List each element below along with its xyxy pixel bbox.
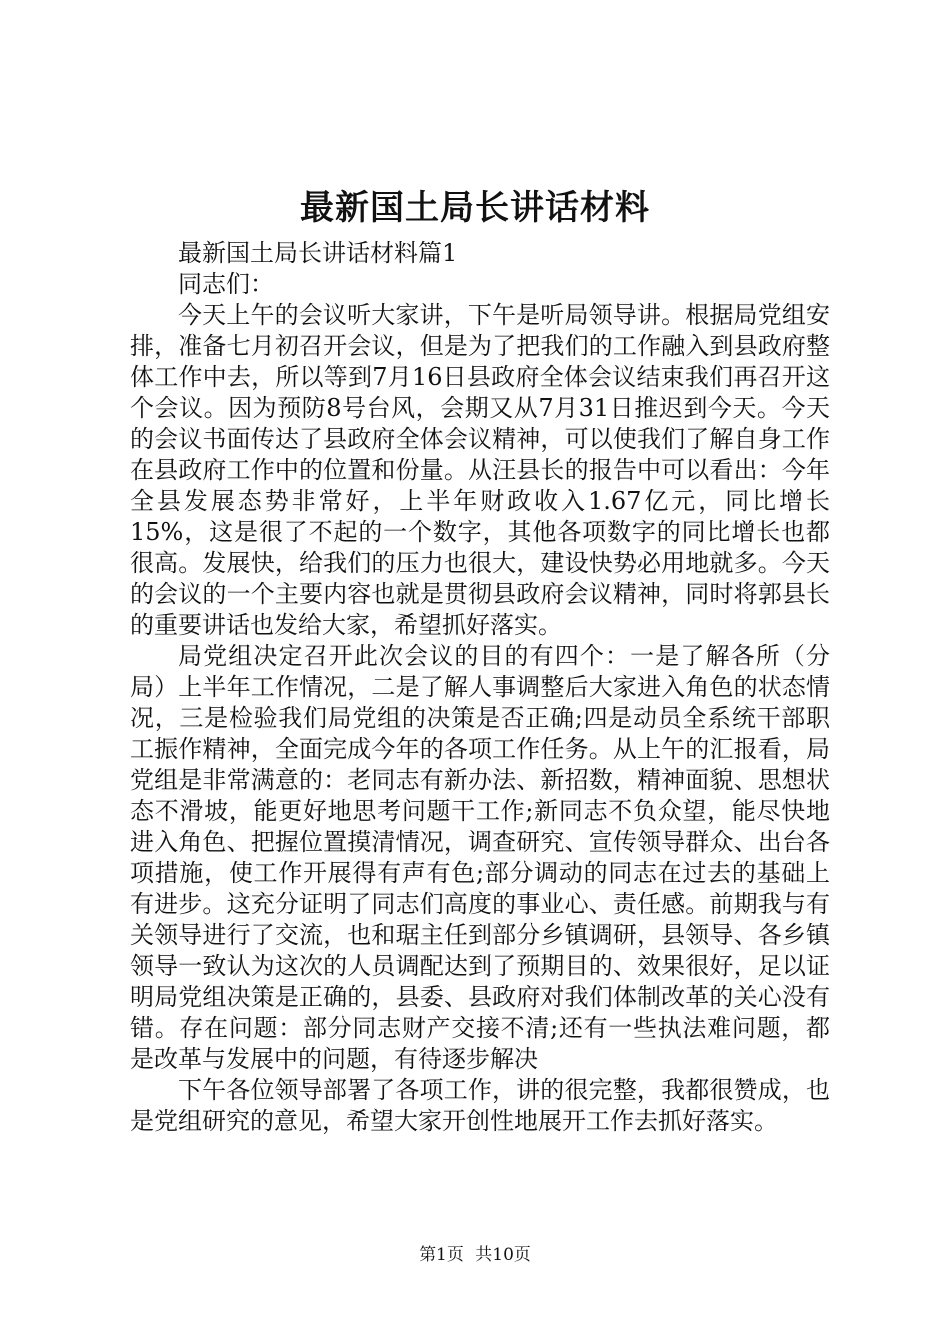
document-body [130,238,830,1137]
paragraph-1: 今天上午的会议听大家讲，下午是听局领导讲。根据局党组安排，准备七月初召开会议，但是为了把我们的工作融入到县政府整体工作中去，所以等到7月16日县政府全体会议结束我们再召开这个会议。因为预防8号台风，会期又从7月31日推迟到今天。今天的会议书面传达了县政府全体会议精神，可以使我们了解自身工作在县政府工作中的位置和份量。从汪县长的报告中可以看出：今年全县发展态势非常好，上半年财政收入1.67亿元，同比增长15%，这是很了不起的一个数字，其他各项数字的同比增长也都很高。发展快，给我们的压力也很大，建设快势必用地就多。今天的会议的一个主要内容也就是贯彻县政府会议精神，同时将郭县长的重要讲话也发给大家，希望抓好落实。 [130,301,830,639]
document-title: 最新国土局长讲话材料 [300,188,650,228]
page-number: 第1页 [419,1245,464,1265]
salutation: 同志们： [178,270,274,298]
page-footer [0,1243,950,1267]
page-total: 共10页 [475,1245,531,1265]
paragraph-3: 下午各位领导部署了各项工作，讲的很完整，我都很赞成，也是党组研究的意见，希望大家开创性地展开工作去抓好落实。 [130,1076,830,1135]
paragraph-2: 局党组决定召开此次会议的目的有四个：一是了解各所（分局）上半年工作情况，二是了解人事调整后大家进入角色的状态情况，三是检验我们局党组的决策是否正确;四是动员全系统干部职工振作精神，全面完成今年的各项工作任务。从上午的汇报看，局党组是非常满意的：老同志有新办法、新招数，精神面貌、思想状态不滑坡，能更好地思考问题干工作;新同志不负众望，能尽快地进入角色、把握位置摸清情况，调查研究、宣传领导群众、出台各项措施，使工作开展得有声有色;部分调动的同志在过去的基础上有进步。这充分证明了同志们高度的事业心、责任感。前期我与有关领导进行了交流，也和琚主任到部分乡镇调研，县领导、各乡镇领导一致认为这次的人员调配达到了预期目的、效果很好，足以证明局党组决策是正确的，县委、县政府对我们体制改革的关心没有错。存在问题：部分同志财产交接不清;还有一些执法难问题，都是改革与发展中的问题，有待逐步解决 [130,642,830,1073]
section-heading: 最新国土局长讲话材料篇1 [178,239,458,267]
